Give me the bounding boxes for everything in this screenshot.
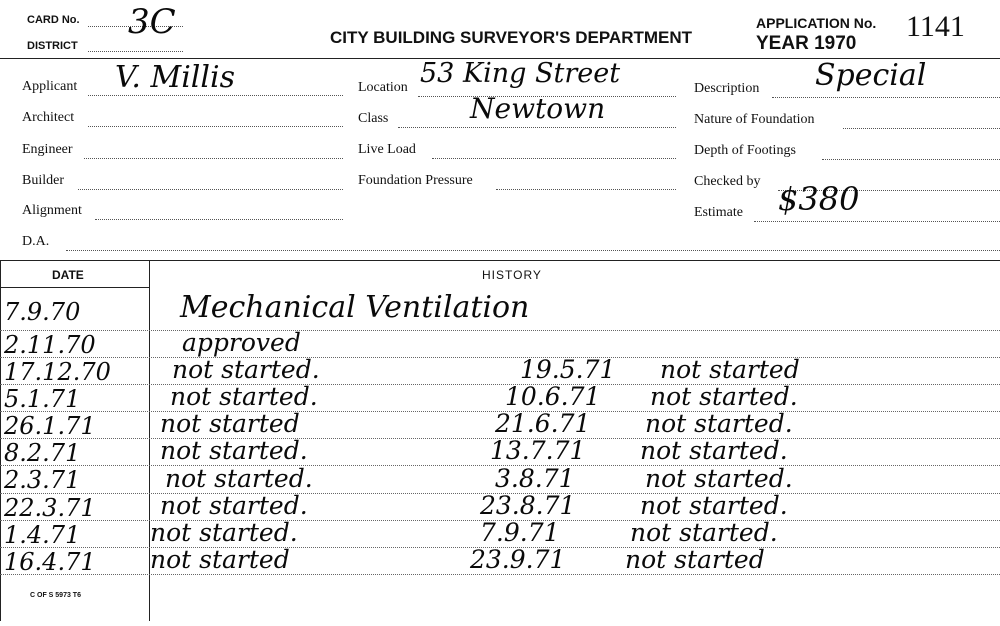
history-entry-2: not started. <box>645 464 793 493</box>
history-date-2: 23.9.71 <box>470 545 566 574</box>
history-entry-2: not started <box>625 545 765 574</box>
location-value: 53 King Street <box>420 58 621 89</box>
history-entry: approved <box>182 328 301 357</box>
history-date: 16.4.71 <box>4 548 96 576</box>
class-label: Class <box>358 111 389 126</box>
history-entry-2: not started. <box>640 436 788 465</box>
department-title: CITY BUILDING SURVEYOR'S DEPARTMENT <box>330 28 693 47</box>
history-entry: Mechanical Ventilation <box>180 290 530 325</box>
nature-of-foundation-label: Nature of Foundation <box>694 112 815 127</box>
card-no-value: 3C <box>128 2 176 42</box>
history-date: 2.11.70 <box>4 331 96 359</box>
live-load-label: Live Load <box>358 142 416 157</box>
form-code: C OF S 5973 T6 <box>30 592 81 599</box>
foundation-pressure-label: Foundation Pressure <box>358 173 473 188</box>
history-entry-2: not started. <box>645 409 793 438</box>
depth-of-footings-label: Depth of Footings <box>694 143 796 158</box>
history-date-2: 19.5.71 <box>520 355 616 384</box>
history-date-2: 13.7.71 <box>490 436 586 465</box>
history-entry: not started. <box>160 436 308 465</box>
history-date-2: 10.6.71 <box>505 382 601 411</box>
district-label: DISTRICT <box>27 40 78 52</box>
history-date: 26.1.71 <box>4 412 96 440</box>
history-entry: not started <box>150 545 290 574</box>
history-column-header: HISTORY <box>482 268 542 282</box>
history-entry-2: not started. <box>630 518 778 547</box>
applicant-value: V. Millis <box>115 60 235 95</box>
location-label: Location <box>358 80 408 95</box>
history-entry-2: not started. <box>640 491 788 520</box>
history-date: 7.9.70 <box>4 298 81 326</box>
history-date-2: 23.8.71 <box>480 491 576 520</box>
history-entry: not started. <box>150 518 298 547</box>
history-date-2: 7.9.71 <box>480 518 560 547</box>
alignment-label: Alignment <box>22 203 82 218</box>
builder-label: Builder <box>22 173 64 188</box>
history-entry-2: not started. <box>650 382 798 411</box>
history-entry: not started <box>160 409 300 438</box>
history-entry-2: not started <box>660 355 800 384</box>
date-column-header: DATE <box>52 268 84 282</box>
history-entry: not started. <box>170 382 318 411</box>
history-date: 8.2.71 <box>4 439 81 467</box>
year-label: YEAR 1970 <box>756 33 857 54</box>
history-date: 1.4.71 <box>4 521 81 549</box>
application-no-label: APPLICATION No. <box>756 15 877 31</box>
application-no-value: 1141 <box>906 10 965 43</box>
estimate-label: Estimate <box>694 205 743 220</box>
class-value: Newtown <box>470 92 606 125</box>
estimate-value: $380 <box>778 180 860 218</box>
history-date-2: 21.6.71 <box>495 409 591 438</box>
applicant-label: Applicant <box>22 79 78 94</box>
history-entry: not started. <box>165 464 313 493</box>
history-entry: not started. <box>172 355 320 384</box>
history-entry: not started. <box>160 491 308 520</box>
card-no-label: CARD No. <box>27 14 80 26</box>
da-label: D.A. <box>22 234 50 249</box>
checked-by-label: Checked by <box>694 174 761 189</box>
description-label: Description <box>694 81 760 96</box>
history-date: 17.12.70 <box>4 358 111 386</box>
description-value: Special <box>815 58 927 93</box>
engineer-label: Engineer <box>22 142 73 157</box>
architect-label: Architect <box>22 110 75 125</box>
history-date: 22.3.71 <box>4 494 96 522</box>
history-date: 5.1.71 <box>4 385 81 413</box>
history-date: 2.3.71 <box>4 466 81 494</box>
history-date-2: 3.8.71 <box>495 464 575 493</box>
